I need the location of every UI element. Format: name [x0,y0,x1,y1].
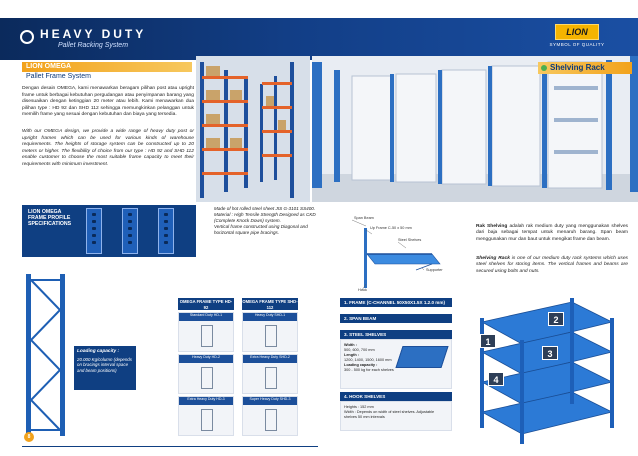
callout-badge: 3 [542,346,558,360]
profile-cell-label: Extra Heavy Duty SHD-2 [243,355,297,363]
spec-line: Heights : 152 mm [344,405,374,409]
spec-item: Vertical frame constructed using Diagonal and horizontal square pipe bracings. [214,224,308,236]
component-title: 3. STEEL SHELVES [340,330,452,339]
spec-list [214,206,324,236]
lion-logo-tagline: SYMBOL OF QUALITY [549,42,605,47]
diagram-label: Span Beam [354,216,374,220]
frame-type-header: OMEGA FRAME TYPE SHD-112 [242,299,298,310]
steel-shelf-image [395,346,448,368]
component-title: 2. SPAN BEAM [340,314,452,323]
shelving-paragraph-id-body: adalah rak medium duty yang menggunakan shelves dari baja sebagai tempat untuk menaruh barang. Span beam menggunakan mur dan baut untuk mengikat frame dan beam. [476,224,629,242]
profile-cell [242,354,298,394]
component-span-beam [340,314,452,323]
brand-circle-icon [20,30,34,44]
intro-paragraph-id: Dengan desain OMEGA, kami menawarkan beragam pilihan post atau upright frame untuk berbagai kebutuhan pergudangan atau penyimpanan barang yang disesuaikan dengan ketinggian 20 meter atau lebih. Kami menawarkan dua pilihan type : HD 92 dan SHD 112 sehingga memungkinkan pelanggan untuk memilih frame yang sesuai dengan kebutuhan dan biaya yang tersedia. [22,86,194,118]
frame-type-hd92-column [178,298,234,436]
component-frame [340,298,452,307]
lion-logo [544,24,610,54]
shelving-rack-photo [312,56,638,202]
section-subtitle: Pallet Frame System [26,73,91,80]
intro-paragraph-en: With our OMEGA design, we provide a wide range of heavy duty post or upright frames which can be used for various kinds of warehouse requirements. The heights of storage system can be constructed up to 20 meters or higher. The flexibility of choice from our type : HD 92 and SHD 112 enable customer to choose the most suitable frame capacity to meet their requirements with minimum investment. [22,129,194,167]
diagram-label: Steel Shelves [398,238,422,242]
shelving-paragraph-id-lead: Rak Shelving [476,224,508,229]
spec-item: Material : High Tensile Strength Designed as CKD (Complete Knock Down) system. [214,212,316,224]
callout-badge: 1 [480,334,496,348]
header-band [0,18,638,60]
component-hook-shelves [340,392,452,431]
profile-cell-label: Heavy Duty HD-2 [179,355,233,363]
diagram-label: Up Frame C-50 x 50 mm [370,226,412,230]
component-title: 4. HOOK SHELVES [340,392,452,401]
frame-type-header: OMEGA FRAME TYPE HD-92 [179,299,233,310]
shelving-paragraph-en [476,256,628,275]
loading-capacity-box [74,346,136,390]
spec-line: Width : [344,343,357,347]
spec-line: 1200, 1400, 1500, 1600 mm [344,358,392,362]
profile-cell [178,396,234,436]
profile-cell-label: Super Heavy Duty SHD-3 [243,397,297,405]
component-spec-box [340,401,452,431]
profile-cell [178,354,234,394]
spec-item: Made of hot rolled steel sheet JIS G-3101 SS400. [214,206,316,211]
spec-line: Width : Depends on width of steel shelves. Adjustable shelves 50 mm intervals [344,410,435,419]
green-dot-icon [541,65,547,71]
profile-cell [242,312,298,352]
shelving-rack-tag [538,62,632,74]
loading-capacity-title: Loading capacity : [77,349,120,354]
upright-frame-illustration [22,270,70,440]
profile-cell [178,312,234,352]
lion-logo-text: LION [555,24,599,40]
shelf-parts-diagram [336,214,466,294]
callout-badge: 4 [488,372,504,386]
page-number: 8 [24,432,34,442]
section-label [22,62,192,82]
section-title: LION OMEGA [22,62,192,72]
profile-cell-label: Extra Heavy Duty HD-3 [179,397,233,405]
frame-type-shd112-column [242,298,298,436]
omega-profile-image [122,208,138,254]
shelving-paragraph-id [476,224,628,243]
header-title: HEAVY DUTY [40,27,147,41]
spec-line: Loading capacity : [344,363,378,367]
frame-profile-spec-box [22,205,196,257]
spec-line: 500, 600, 700 mm [344,348,375,352]
spec-title: LION OMEGA FRAME PROFILE SPECIFICATIONS [28,209,72,227]
spec-line: 300 - 500 kg for each shelves [344,368,394,372]
bottom-rule [22,446,318,447]
callout-badge: 2 [548,312,564,326]
shelving-paragraph-en-body: is one of our medium duty rack systems which uses steel shelves for storing items. The vertical frames and beams are secured using bolts and nuts. [476,256,628,274]
shelving-rack-tag-label: Shelving Rack [550,63,605,72]
spec-line: Length : [344,353,359,357]
profile-cell [242,396,298,436]
component-steel-shelves [340,330,452,389]
shelving-paragraph-en-lead: Shelving Rack [476,256,510,261]
shelving-rack-illustration [452,282,628,446]
omega-profile-image [86,208,102,254]
component-spec-box [340,339,452,389]
component-title: 1. FRAME (C-CHANNEL 50X50X1.5X 1.2.0 mm) [340,298,452,307]
omega-profile-image [158,208,174,254]
profile-cell-label: Standard Duty HD-1 [179,313,233,321]
profile-cell-label: Heavy Duty SHD-1 [243,313,297,321]
diagram-label: Hook [358,288,367,292]
loading-capacity-text: 20.000 Kg/column (depends on bracings interval space and beam positions) [77,357,132,373]
diagram-label: Supporter [426,268,443,272]
header-subtitle: Pallet Racking System [58,42,129,49]
pallet-rack-photo [196,56,310,202]
